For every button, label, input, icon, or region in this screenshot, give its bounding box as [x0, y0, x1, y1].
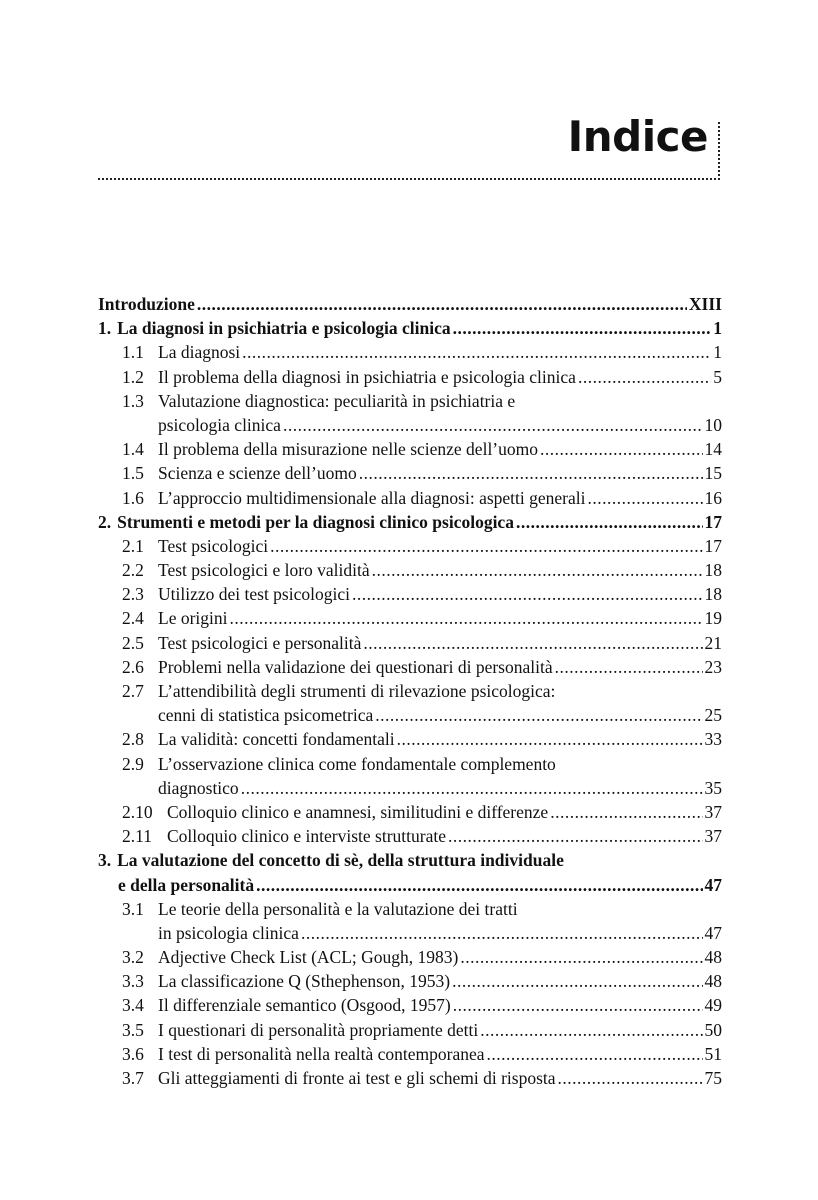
toc-entry: [98, 292, 722, 316]
toc-entry-number: 2.3: [122, 584, 144, 605]
toc-entry: [98, 1042, 722, 1066]
toc-entry: [98, 631, 722, 655]
toc-entry-number: 3.1: [122, 898, 144, 919]
toc-dot-leader: [460, 945, 702, 969]
toc-page-number: 51: [704, 1043, 722, 1064]
toc-dot-leader: [397, 727, 703, 751]
toc-dot-leader: [452, 969, 702, 993]
toc-entry-number: 3.6: [122, 1043, 144, 1064]
toc-entry-number: 3.: [98, 850, 112, 871]
toc-dot-leader: [372, 558, 703, 582]
toc-dot-leader: [578, 365, 711, 389]
toc-entry: [98, 703, 722, 727]
toc-entry-number: 2.1: [122, 535, 144, 556]
toc-entry-label: La valutazione del concetto di sè, della struttura individuale: [117, 850, 564, 871]
toc-entry: [98, 824, 722, 848]
toc-entry-number: 2.11: [122, 826, 152, 847]
toc-dot-leader: [480, 1018, 702, 1042]
toc-page-number: 21: [704, 632, 722, 653]
toc-page-number: 19: [704, 608, 722, 629]
toc-entry-number: 1.5: [122, 463, 144, 484]
toc-page-number: 23: [704, 656, 722, 677]
toc-entry-label: in psicologia clinica: [158, 922, 299, 943]
toc-dot-leader: [453, 993, 703, 1017]
toc-dot-leader: [540, 437, 703, 461]
toc-page-number: 1: [713, 318, 722, 339]
toc-page-number: 17: [704, 511, 722, 532]
toc-entry: [98, 969, 722, 993]
toc-page-number: 18: [704, 560, 722, 581]
toc-entry-label: I test di personalità nella realtà contemporanea: [158, 1043, 485, 1064]
toc-page-number: 33: [704, 729, 722, 750]
toc-entry: [98, 1066, 722, 1090]
toc-page-number: 35: [704, 777, 722, 798]
toc-entry-number: 3.4: [122, 995, 144, 1016]
page-title: Indice: [567, 112, 708, 161]
toc-dot-leader: [453, 316, 712, 340]
toc-entry-label: diagnostico: [158, 777, 239, 798]
toc-entry: [98, 461, 722, 485]
toc-entry-number: 1.2: [122, 366, 144, 387]
header-dotted-rule: [98, 178, 720, 180]
toc-entry-number: 2.9: [122, 753, 144, 774]
toc-entry-number: 3.3: [122, 971, 144, 992]
toc-entry-label: Colloquio clinico e anamnesi, similitudini e differenze: [167, 801, 549, 822]
toc-page-number: 18: [704, 584, 722, 605]
toc-dot-leader: [352, 582, 703, 606]
toc-page-number: 75: [704, 1068, 722, 1088]
toc-entry-label: Adjective Check List (ACL; Gough, 1983): [158, 947, 459, 968]
toc-dot-leader: [516, 510, 703, 534]
toc-entry-label: Test psicologici e personalità: [158, 632, 362, 653]
toc-page-number: 10: [704, 414, 722, 435]
toc-page-number: 48: [704, 971, 722, 992]
toc-entry-number: 2.10: [122, 801, 153, 822]
toc-entry-label: Il problema della diagnosi in psichiatria e psicologia clinica: [158, 366, 576, 387]
toc-entry-number: 2.: [98, 511, 112, 532]
toc-entry: [98, 993, 722, 1017]
toc-entry: [98, 921, 722, 945]
toc-entry-label: Problemi nella validazione dei questionari di personalità: [158, 656, 553, 677]
toc-entry: [98, 582, 722, 606]
toc-page-number: 16: [704, 487, 722, 508]
toc-dot-leader: [555, 655, 703, 679]
toc-dot-leader: [242, 340, 711, 364]
toc-entry: [98, 873, 722, 897]
toc-entry-label: Scienza e scienze dell’uomo: [158, 463, 357, 484]
toc-entry-label: Le origini: [158, 608, 228, 629]
toc-entry-label: Le teorie della personalità e la valutazione dei tratti: [158, 898, 518, 919]
toc-page-number: 48: [704, 947, 722, 968]
toc-dot-leader: [230, 606, 703, 630]
title-dotted-divider: [718, 122, 720, 180]
toc-page-number: 37: [704, 826, 722, 847]
toc-entry: [98, 316, 722, 340]
toc-entry: [98, 340, 722, 364]
toc-dot-leader: [363, 631, 702, 655]
toc-entry-number: 2.8: [122, 729, 144, 750]
toc-page-number: XIII: [688, 294, 722, 314]
toc-entry-label: Gli atteggiamenti di fronte ai test e gli schemi di risposta: [158, 1068, 556, 1088]
toc-entry-number: 3.5: [122, 1019, 144, 1040]
toc-entry-number: 1.3: [122, 390, 144, 411]
toc-entry-label: Colloquio clinico e interviste strutturate: [167, 826, 446, 847]
toc-dot-leader: [588, 486, 703, 510]
toc-entry-label: La diagnosi in psichiatria e psicologia clinica: [117, 318, 451, 339]
toc-dot-leader: [241, 776, 703, 800]
toc-entry-number: 2.2: [122, 560, 144, 581]
toc-entry-label: cenni di statistica psicometrica: [158, 705, 374, 726]
toc-page-number: 15: [704, 463, 722, 484]
toc-page-number: 14: [704, 439, 722, 460]
toc-entry: [98, 679, 722, 703]
toc-entry-number: 2.7: [122, 681, 144, 701]
toc-entry-label: Il problema della misurazione nelle scienze dell’uomo: [158, 439, 538, 460]
toc-page-number: 25: [704, 705, 722, 726]
toc-entry-label: Test psicologici: [158, 535, 269, 556]
toc-entry: [98, 558, 722, 582]
toc-entry: [98, 897, 722, 921]
toc-entry: [98, 534, 722, 558]
toc-entry: [98, 655, 722, 679]
toc-entry: [98, 945, 722, 969]
toc-entry-label: La classificazione Q (Sthephenson, 1953): [158, 971, 451, 992]
toc-dot-leader: [301, 921, 703, 945]
toc-entry-label: Il differenziale semantico (Osgood, 1957): [158, 995, 451, 1016]
toc-entry-number: 1.6: [122, 487, 144, 508]
toc-page-number: 47: [704, 874, 722, 895]
toc-entry: [98, 413, 722, 437]
toc-entry-number: 2.6: [122, 656, 144, 677]
toc-entry: [98, 486, 722, 510]
toc-entry-number: 2.4: [122, 608, 144, 629]
toc-dot-leader: [270, 534, 702, 558]
toc-entry-label: La validità: concetti fondamentali: [158, 729, 395, 750]
toc-entry-number: 1.4: [122, 439, 144, 460]
toc-entry: [98, 389, 722, 413]
toc-dot-leader: [487, 1042, 703, 1066]
toc-entry: [98, 510, 722, 534]
toc-dot-leader: [375, 703, 702, 727]
toc-page-number: 47: [704, 922, 722, 943]
toc-entry: [98, 606, 722, 630]
table-of-contents: [98, 292, 722, 1090]
toc-dot-leader: [283, 413, 703, 437]
toc-entry-label: Introduzione: [98, 294, 195, 314]
toc-entry-label: e della personalità: [118, 874, 255, 895]
toc-page-number: 1: [713, 342, 722, 363]
toc-entry: [98, 800, 722, 824]
toc-entry-label: L’attendibilità degli strumenti di rilevazione psicologica:: [158, 681, 556, 701]
toc-entry: [98, 365, 722, 389]
toc-entry-label: psicologia clinica: [158, 414, 281, 435]
toc-entry-label: L’approccio multidimensionale alla diagnosi: aspetti generali: [158, 487, 586, 508]
toc-entry: [98, 727, 722, 751]
toc-dot-leader: [359, 461, 703, 485]
toc-dot-leader: [448, 824, 703, 848]
toc-dot-leader: [256, 873, 702, 897]
toc-entry: [98, 752, 722, 776]
toc-entry-number: 3.2: [122, 947, 144, 968]
toc-dot-leader: [558, 1066, 703, 1090]
toc-dot-leader: [197, 292, 687, 316]
toc-entry-number: 2.5: [122, 632, 144, 653]
toc-page-number: 37: [704, 801, 722, 822]
toc-entry: [98, 776, 722, 800]
toc-entry-label: Strumenti e metodi per la diagnosi clinico psicologica: [117, 511, 514, 532]
toc-page-number: 5: [713, 366, 722, 387]
toc-entry: [98, 437, 722, 461]
toc-entry-number: 1.1: [122, 342, 144, 363]
toc-entry: [98, 1018, 722, 1042]
toc-entry-label: Test psicologici e loro validità: [158, 560, 370, 581]
toc-page-number: 49: [704, 995, 722, 1016]
toc-page-number: 17: [704, 535, 722, 556]
page-header: [98, 108, 720, 188]
toc-entry: [98, 848, 722, 872]
toc-entry-number: 1.: [98, 318, 112, 339]
toc-entry-label: Valutazione diagnostica: peculiarità in psichiatria e: [158, 390, 516, 411]
toc-entry-number: 3.7: [122, 1068, 144, 1088]
toc-entry-label: Utilizzo dei test psicologici: [158, 584, 350, 605]
toc-entry-label: La diagnosi: [158, 342, 241, 363]
toc-entry-label: L’osservazione clinica come fondamentale complemento: [158, 753, 556, 774]
toc-page-number: 50: [704, 1019, 722, 1040]
toc-entry-label: I questionari di personalità propriamente detti: [158, 1019, 479, 1040]
toc-dot-leader: [550, 800, 702, 824]
